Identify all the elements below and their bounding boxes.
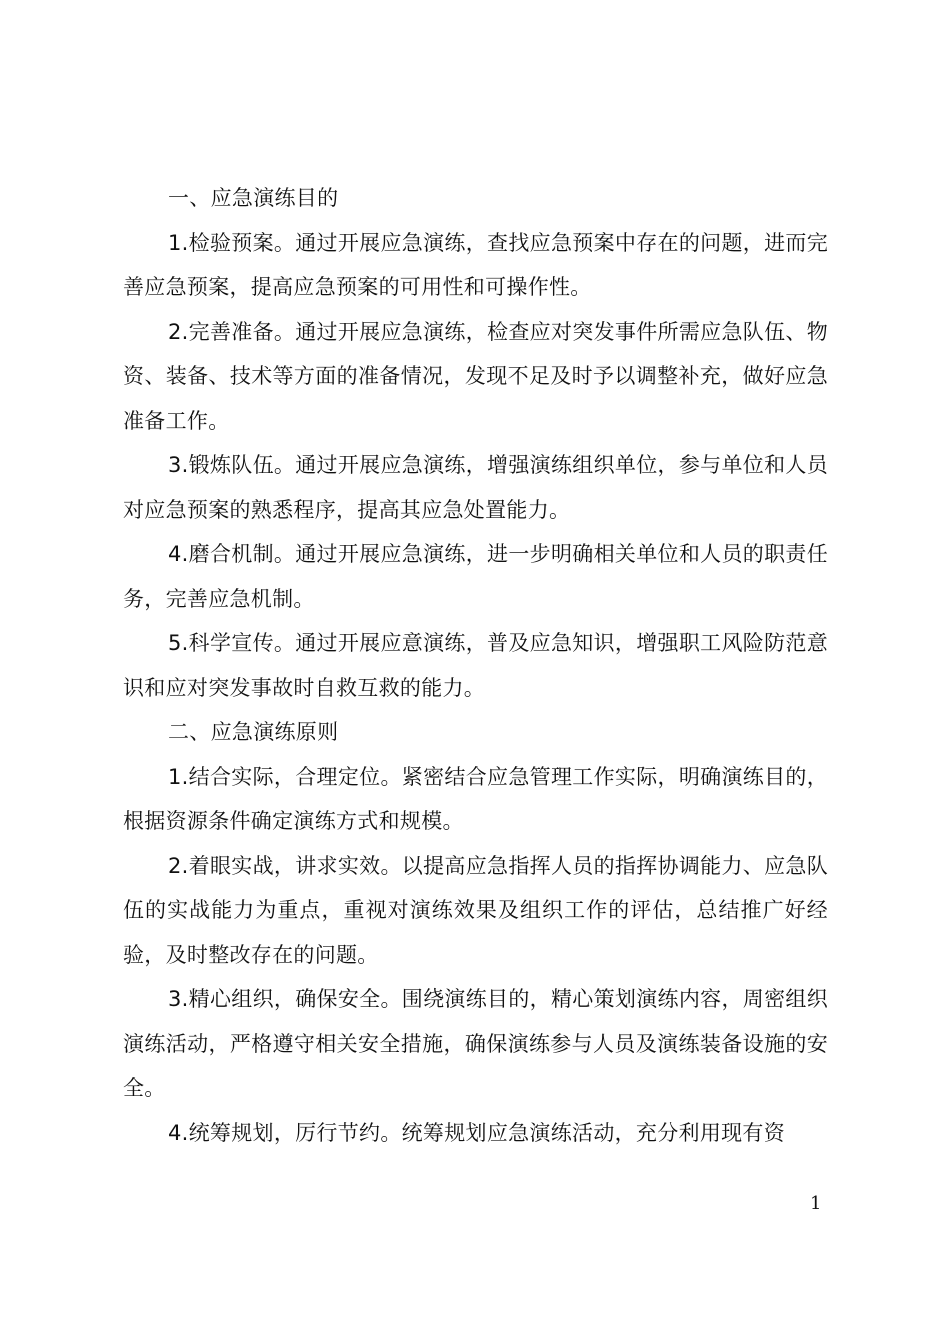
- section-heading-purpose: 一、应急演练目的: [168, 186, 339, 210]
- paragraph-careful-organization: 3.精心组织，确保安全。围绕演练目的，精心策划演练内容，周密组织演练活动，严格遵守相关安全措施，确保演练参与人员及演练装备设施的安全。: [123, 987, 828, 1100]
- section-heading-principles: 二、应急演练原则: [168, 720, 339, 744]
- document-body: [123, 176, 828, 1155]
- paragraph-focus-practice: 2.着眼实战，讲求实效。以提高应急指挥人员的指挥协调能力、应急队伍的实战能力为重点，重视对演练效果及组织工作的评估，总结推广好经验，及时整改存在的问题。: [123, 853, 828, 967]
- paragraph-overall-planning: 4.统筹规划，厉行节约。统筹规划应急演练活动，充分利用现有资: [168, 1120, 786, 1145]
- paragraph-combine-reality: 1.结合实际，合理定位。紧密结合应急管理工作实际，明确演练目的，根据资源条件确定演练方式和规模。: [123, 764, 828, 833]
- paragraph-science-publicity: 5.科学宣传。通过开展应意演练，普及应急知识，增强职工风险防范意识和应对突发事故时自救互救的能力。: [123, 631, 828, 700]
- paragraph-train-team: 3.锻炼队伍。通过开展应急演练，增强演练组织单位，参与单位和人员对应急预案的熟悉程序，提高其应急处置能力。: [123, 453, 828, 522]
- paragraph-integrate-mechanism: 4.磨合机制。通过开展应急演练，进一步明确相关单位和人员的职责任务，完善应急机制。: [123, 542, 828, 611]
- paragraph-verify-plan: 1.检验预案。通过开展应急演练，查找应急预案中存在的问题，进而完善应急预案，提高应急预案的可用性和可操作性。: [123, 230, 828, 299]
- page-number: 1: [810, 1193, 822, 1214]
- paragraph-improve-preparation: 2.完善准备。通过开展应急演练，检查应对突发事件所需应急队伍、物资、装备、技术等方面的准备情况，发现不足及时予以调整补充，做好应急准备工作。: [123, 319, 828, 433]
